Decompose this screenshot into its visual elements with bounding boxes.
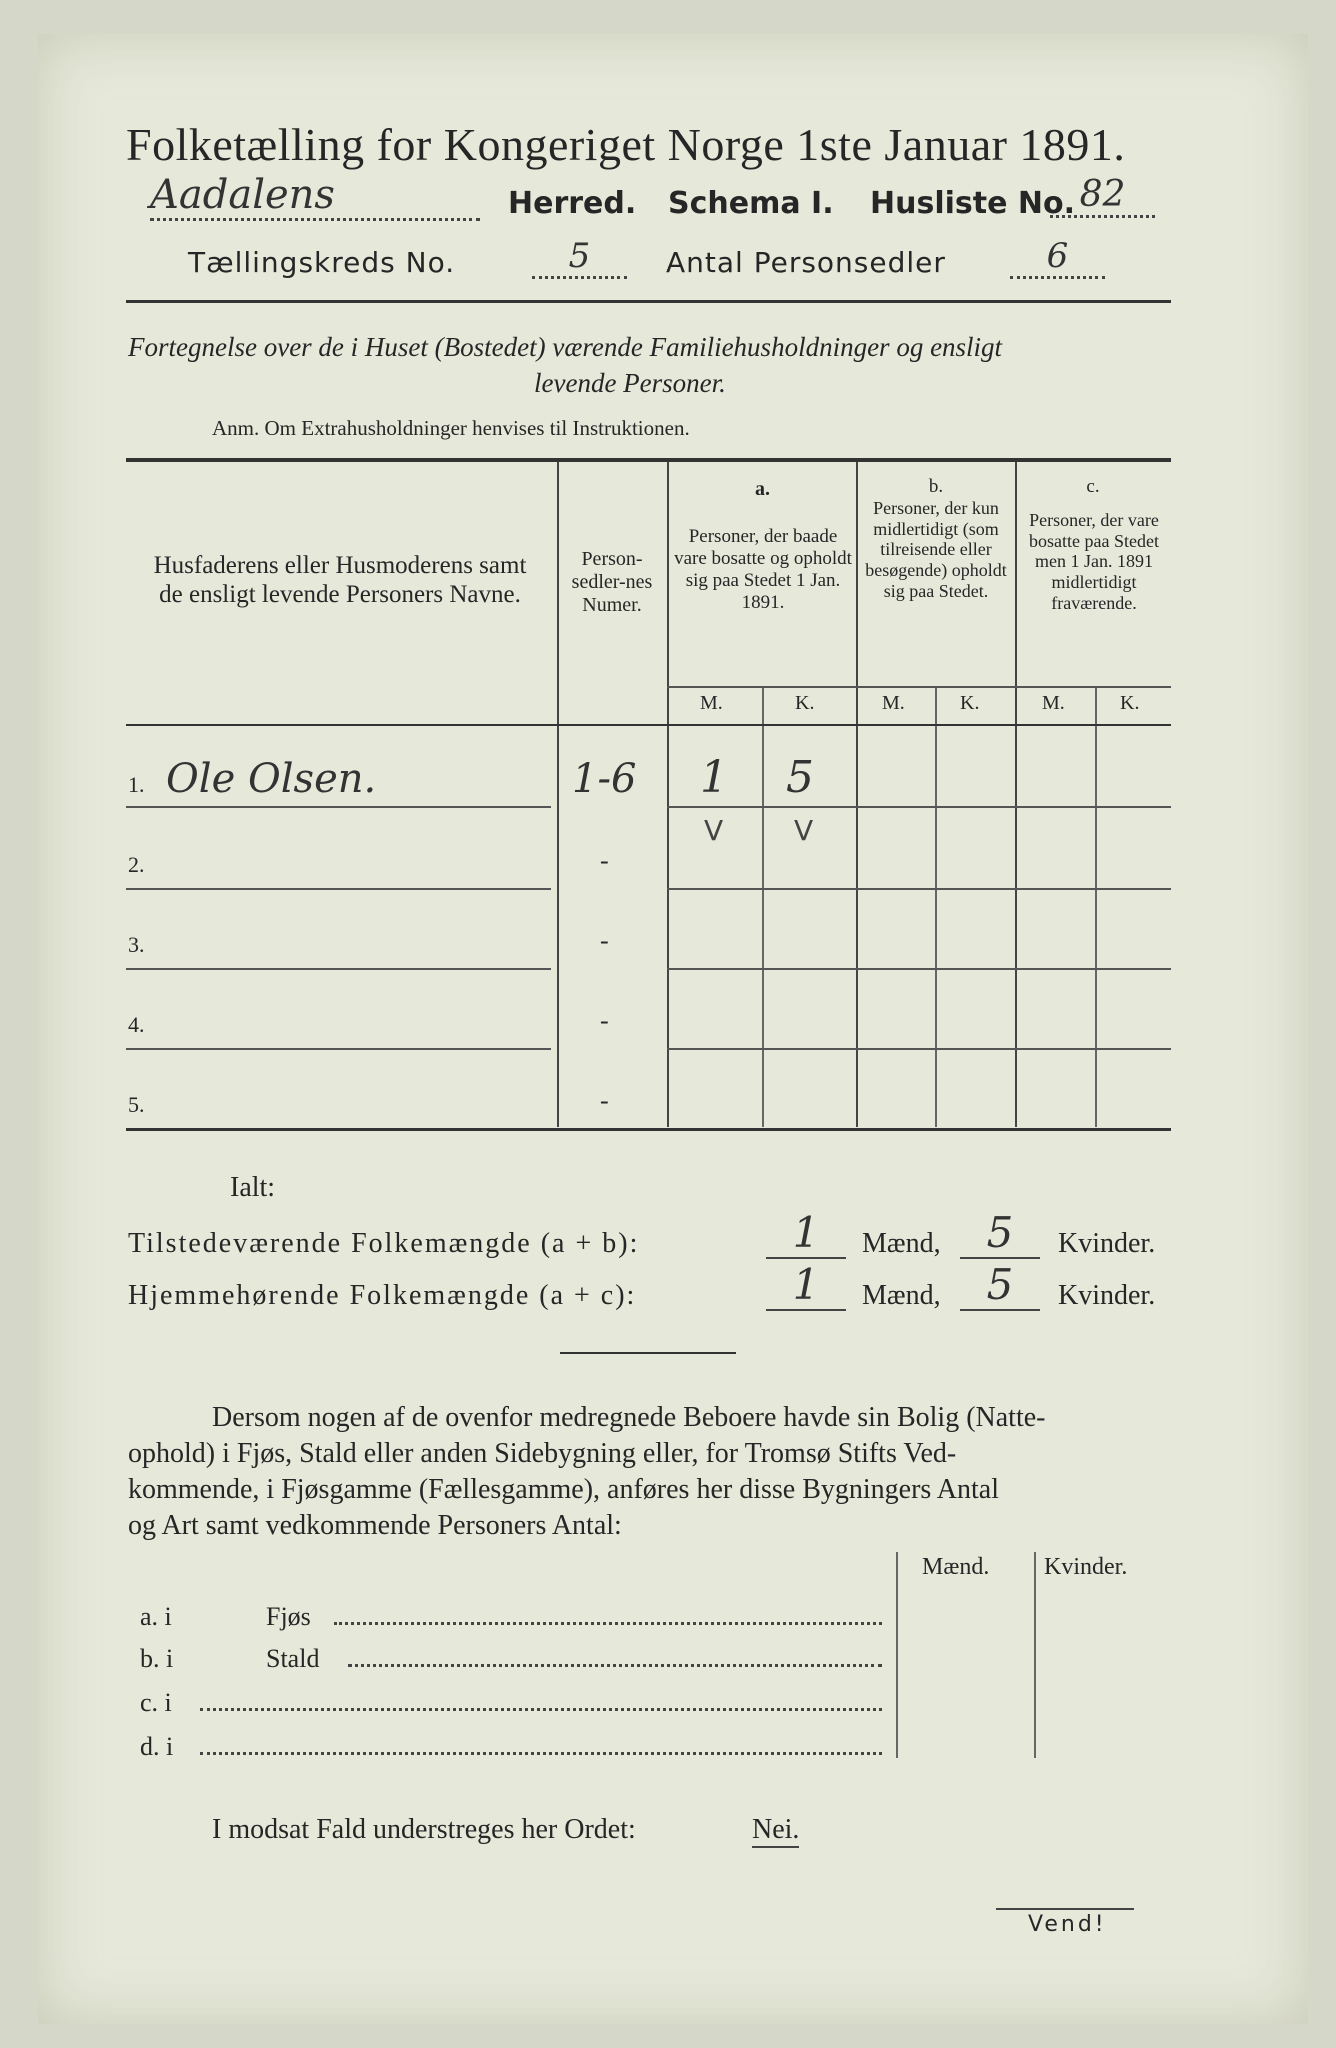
- row-line: [667, 888, 1171, 890]
- row-line: [126, 806, 551, 808]
- row-line: [126, 968, 551, 970]
- header-c: Personer, der vare bosatte paa Stedet men 1 Jan. 1891 midlertidigt fraværende.: [1029, 510, 1159, 613]
- header-bottom-rule: [126, 724, 1171, 726]
- small-col-kvinder: Kvinder.: [1044, 1554, 1128, 1580]
- vend-rule: [996, 1908, 1134, 1910]
- item-c-label: c. i: [140, 1688, 172, 1717]
- item-a-text: Fjøs: [266, 1602, 311, 1631]
- header-a: Personer, der baade vare bosatte og opholdt sig paa Stedet 1 Jan. 1891.: [674, 526, 852, 613]
- table-subcol-divider: [935, 688, 937, 1127]
- table-bottom-rule: [126, 1128, 1171, 1131]
- subheader-rule: [667, 686, 1171, 688]
- row-numer: 1-6: [572, 756, 637, 802]
- row-a-k-value: 5: [786, 752, 814, 803]
- row-line: [667, 968, 1171, 970]
- husliste-number: 82: [1050, 174, 1155, 218]
- row-numer: -: [600, 926, 609, 955]
- intro-line2: levende Personer.: [534, 368, 726, 398]
- section-divider: [560, 1352, 736, 1354]
- hjem-maend-value: 1: [766, 1260, 846, 1311]
- row-a-m-value: 1: [700, 752, 728, 803]
- table-col-divider: [667, 462, 669, 1127]
- row-number: 2.: [128, 852, 145, 877]
- modsat-text: I modsat Fald understreges her Ordet:: [212, 1814, 636, 1845]
- para-line2: ophold) i Fjøs, Stald eller anden Sidebygning eller, for Tromsø Stifts Ved-: [128, 1438, 957, 1469]
- item-d-dots: [200, 1730, 882, 1755]
- item-b-text: Stald: [266, 1644, 320, 1673]
- hjem-maend-label: Mænd,: [862, 1280, 941, 1311]
- item-a-dots: [334, 1600, 882, 1625]
- row-numer: -: [600, 1086, 609, 1115]
- hjem-kvinder-value: 5: [960, 1260, 1040, 1311]
- antal-label: Antal Personsedler: [666, 246, 946, 279]
- header-b-letter: b.: [928, 476, 944, 497]
- para-line1: Dersom nogen af de ovenfor medregnede Beboere havde sin Bolig (Natte-: [212, 1402, 1046, 1433]
- row-number: 3.: [128, 932, 145, 957]
- header-a-letter: a.: [755, 478, 770, 500]
- row-numer: -: [600, 1006, 609, 1035]
- ialt-label: Ialt:: [230, 1172, 276, 1203]
- table-subcol-divider: [762, 688, 764, 1127]
- item-b-dots: [348, 1642, 882, 1667]
- row-number: 5.: [128, 1092, 145, 1117]
- antal-number: 6: [1010, 236, 1105, 279]
- row-line: [667, 806, 1171, 808]
- item-b-label: b. i: [140, 1644, 174, 1673]
- anm-note: Anm. Om Extrahusholdninger henvises til Instruktionen.: [212, 416, 690, 440]
- item-a-label: a. i: [140, 1602, 172, 1631]
- table-col-divider: [557, 462, 559, 1127]
- herred-label: Herred.: [508, 186, 637, 221]
- small-col-maend: Mænd.: [922, 1554, 990, 1580]
- header-rule: [126, 300, 1171, 303]
- vend-text: Vend!: [1028, 1912, 1107, 1937]
- form-title: Folketælling for Kongeriget Norge 1ste Januar 1891.: [126, 119, 1126, 170]
- row-line: [667, 1048, 1171, 1050]
- item-d-label: d. i: [140, 1732, 174, 1761]
- schema-label: Schema I.: [668, 186, 834, 221]
- header-b: Personer, der kun midlertidigt (som tilreisende eller besøgende) opholdt sig paa Stedet.: [865, 498, 1007, 601]
- header-names: Husfaderens eller Husmoderens samt de ensligt levende Personers Navne.: [153, 552, 527, 608]
- kreds-number: 5: [532, 236, 627, 279]
- para-line3: kommende, i Fjøsgamme (Fællesgamme), anføres her disse Bygningers Antal: [128, 1474, 999, 1505]
- row-line: [126, 1048, 551, 1050]
- tilstedevaerende-label: Tilstedeværende Folkemængde (a + b):: [128, 1228, 640, 1259]
- hjemmehorende-label: Hjemmehørende Folkemængde (a + c):: [128, 1280, 637, 1311]
- row-numer: -: [600, 846, 609, 875]
- row-a-k-check: V: [794, 814, 814, 847]
- table-col-divider: [1015, 462, 1017, 1127]
- husliste-label: Husliste No.: [870, 186, 1075, 221]
- item-c-dots: [200, 1686, 882, 1711]
- header-c-letter: c.: [1086, 476, 1100, 497]
- row-line: [126, 888, 551, 890]
- intro-line1: Fortegnelse over de i Huset (Bostedet) værende Familiehusholdninger og ensligt: [128, 332, 1003, 362]
- col-a-k: K.: [795, 692, 815, 714]
- row-number: 1.: [128, 772, 145, 797]
- herred-name: Aadalens: [150, 172, 480, 221]
- small-table-divider: [1034, 1552, 1036, 1758]
- col-c-k: K.: [1120, 692, 1140, 714]
- row-number: 4.: [128, 1012, 145, 1037]
- para-line4: og Art samt vedkommende Personers Antal:: [128, 1510, 622, 1541]
- row-name: Ole Olsen.: [166, 756, 377, 802]
- hjem-kvinder-label: Kvinder.: [1058, 1280, 1156, 1311]
- col-c-m: M.: [1042, 692, 1065, 714]
- small-table-divider: [896, 1552, 898, 1758]
- col-a-m: M.: [700, 692, 723, 714]
- tilst-maend-value: 1: [766, 1208, 846, 1259]
- tilst-kvinder-label: Kvinder.: [1058, 1228, 1156, 1259]
- table-subcol-divider: [1095, 688, 1097, 1127]
- row-a-m-check: V: [704, 814, 724, 847]
- nei-word: Nei.: [752, 1814, 799, 1848]
- tilst-kvinder-value: 5: [960, 1208, 1040, 1259]
- kreds-label: Tællingskreds No.: [188, 246, 456, 279]
- tilst-maend-label: Mænd,: [862, 1228, 941, 1259]
- col-b-k: K.: [960, 692, 980, 714]
- col-b-m: M.: [882, 692, 905, 714]
- header-numer: Person-sedler-nes Numer.: [571, 548, 653, 616]
